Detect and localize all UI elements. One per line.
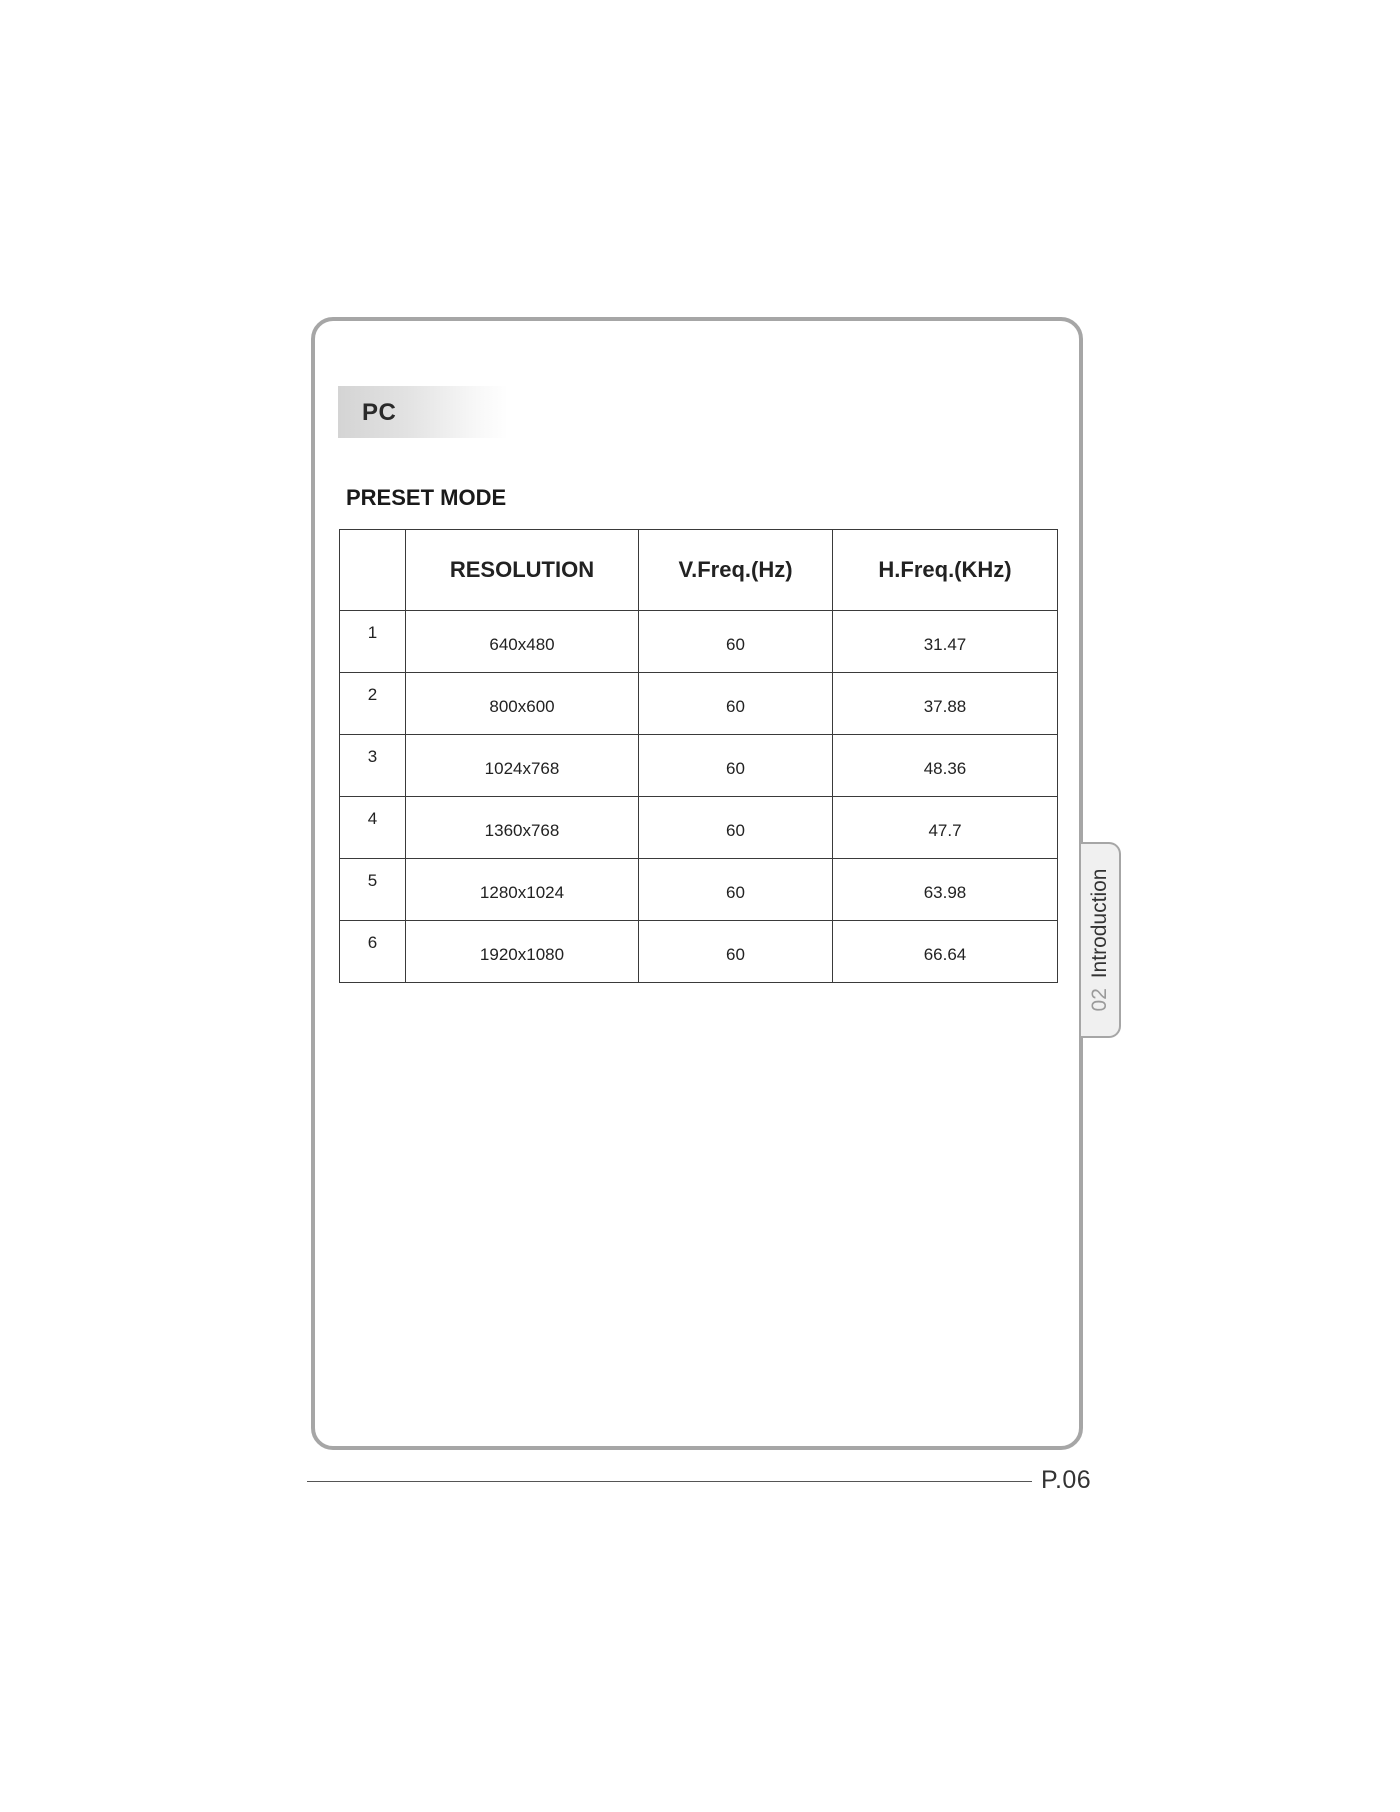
- table-row: [340, 611, 1058, 673]
- row-index: 4: [340, 797, 406, 859]
- table-row: [340, 921, 1058, 983]
- table-row: [340, 797, 1058, 859]
- row-hfreq: 48.36: [833, 735, 1058, 797]
- header-hfreq: H.Freq.(KHz): [833, 530, 1058, 611]
- header-index: [340, 530, 406, 611]
- table-row: [340, 673, 1058, 735]
- row-vfreq: 60: [639, 797, 833, 859]
- preset-mode-table: [339, 529, 1058, 983]
- preset-mode-heading: PRESET MODE: [346, 485, 507, 510]
- row-index: 1: [340, 611, 406, 673]
- row-resolution: 1360x768: [406, 797, 639, 859]
- row-resolution: 1920x1080: [406, 921, 639, 983]
- row-index: 2: [340, 673, 406, 735]
- row-vfreq: 60: [639, 921, 833, 983]
- table-header-row: [340, 530, 1058, 611]
- row-vfreq: 60: [639, 673, 833, 735]
- footer-divider: [307, 1481, 1032, 1482]
- header-resolution: RESOLUTION: [406, 530, 639, 611]
- section-title: PC: [362, 399, 397, 426]
- chapter-side-tab: [1081, 842, 1121, 1038]
- section-header: [338, 386, 508, 438]
- table-row: [340, 735, 1058, 797]
- row-vfreq: 60: [639, 735, 833, 797]
- chapter-number: 02: [1088, 988, 1111, 1012]
- row-resolution: 1024x768: [406, 735, 639, 797]
- row-hfreq: 37.88: [833, 673, 1058, 735]
- chapter-side-tab-label: [1088, 869, 1112, 1012]
- row-hfreq: 63.98: [833, 859, 1058, 921]
- row-resolution: 800x600: [406, 673, 639, 735]
- row-resolution: 1280x1024: [406, 859, 639, 921]
- row-index: 5: [340, 859, 406, 921]
- row-hfreq: 31.47: [833, 611, 1058, 673]
- table-row: [340, 859, 1058, 921]
- row-vfreq: 60: [639, 611, 833, 673]
- chapter-title: Introduction: [1088, 868, 1111, 979]
- page-number: P.06: [1041, 1466, 1092, 1494]
- row-index: 3: [340, 735, 406, 797]
- row-hfreq: 66.64: [833, 921, 1058, 983]
- header-vfreq: V.Freq.(Hz): [639, 530, 833, 611]
- row-vfreq: 60: [639, 859, 833, 921]
- row-hfreq: 47.7: [833, 797, 1058, 859]
- row-resolution: 640x480: [406, 611, 639, 673]
- row-index: 6: [340, 921, 406, 983]
